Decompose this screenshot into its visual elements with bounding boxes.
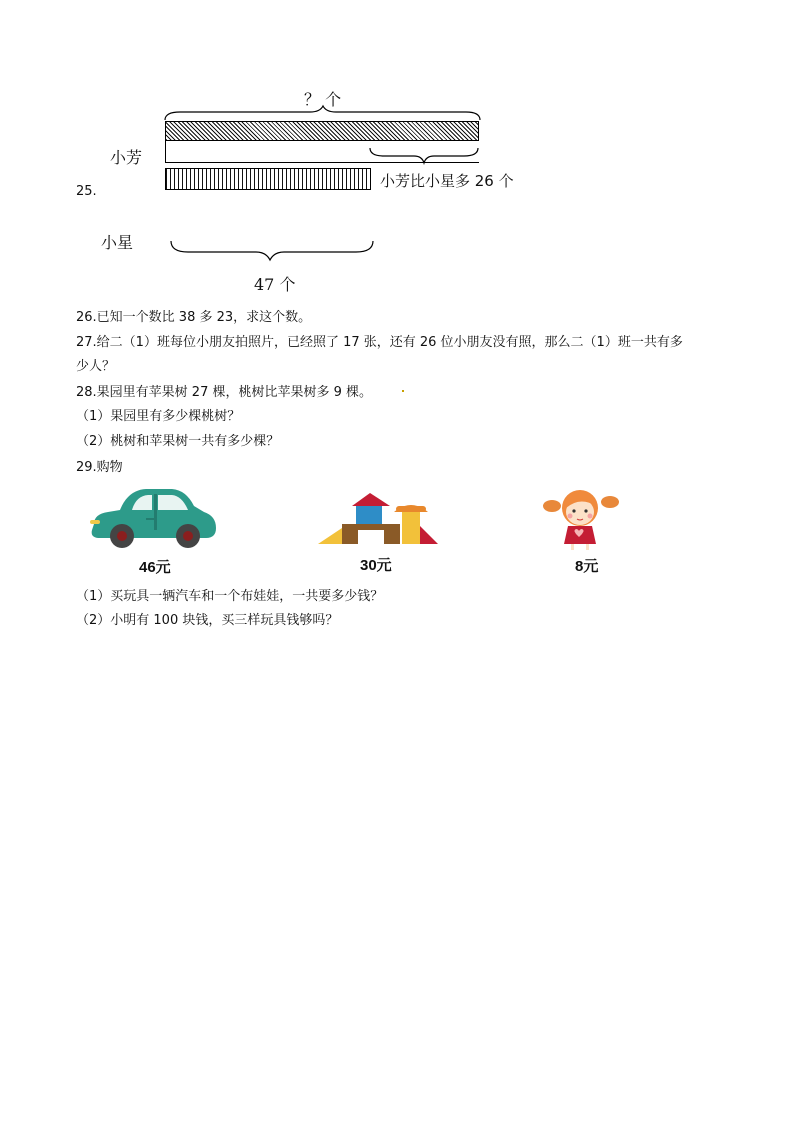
question-29-part1: （1）买玩具一辆汽车和一个布娃娃，一共要多少钱？ [76,589,384,604]
difference-label: 小芳比小星多 26 个 [380,172,514,190]
xiaoxing-label: 小星 [101,233,134,252]
total-unknown-label: ？ 个 [304,90,342,109]
question-28-part2: （2）桃树和苹果树一共有多少棵？ [76,434,280,449]
question-29-part2: （2）小明有 100 块钱，买三样玩具钱够吗？ [76,613,339,628]
xiaofang-label: 小芳 [110,148,143,167]
question-27-line2: 少人？ [76,359,116,374]
blocks-price: 30元 [360,557,392,574]
rag-doll-icon [540,486,622,552]
stray-dot [402,390,404,392]
question-27-line1: 27.给二（1）班每位小朋友拍照片，已经照了 17 张，还有 26 位小朋友没有照，那么二（1）班一共有多 [76,335,683,350]
doll-price: 8元 [575,558,599,575]
toy-blocks-icon [316,490,440,548]
question-25-number: 25. [76,184,97,199]
xiaoxing-count-label: 47 个 [254,275,296,294]
question-28-part1: （1）果园里有多少棵桃树？ [76,409,241,424]
xiaoxing-brace [166,236,380,266]
toy-car-icon [86,486,220,552]
difference-brace [366,145,484,167]
question-26: 26.已知一个数比 38 多 23，求这个数。 [76,310,312,325]
xiaofang-bar [165,121,479,141]
question-28: 28.果园里有苹果树 27 棵，桃树比苹果树多 9 棵。 [76,385,373,400]
car-price: 46元 [139,559,171,576]
xiaoxing-bar [165,168,371,190]
question-29: 29.购物 [76,460,123,475]
